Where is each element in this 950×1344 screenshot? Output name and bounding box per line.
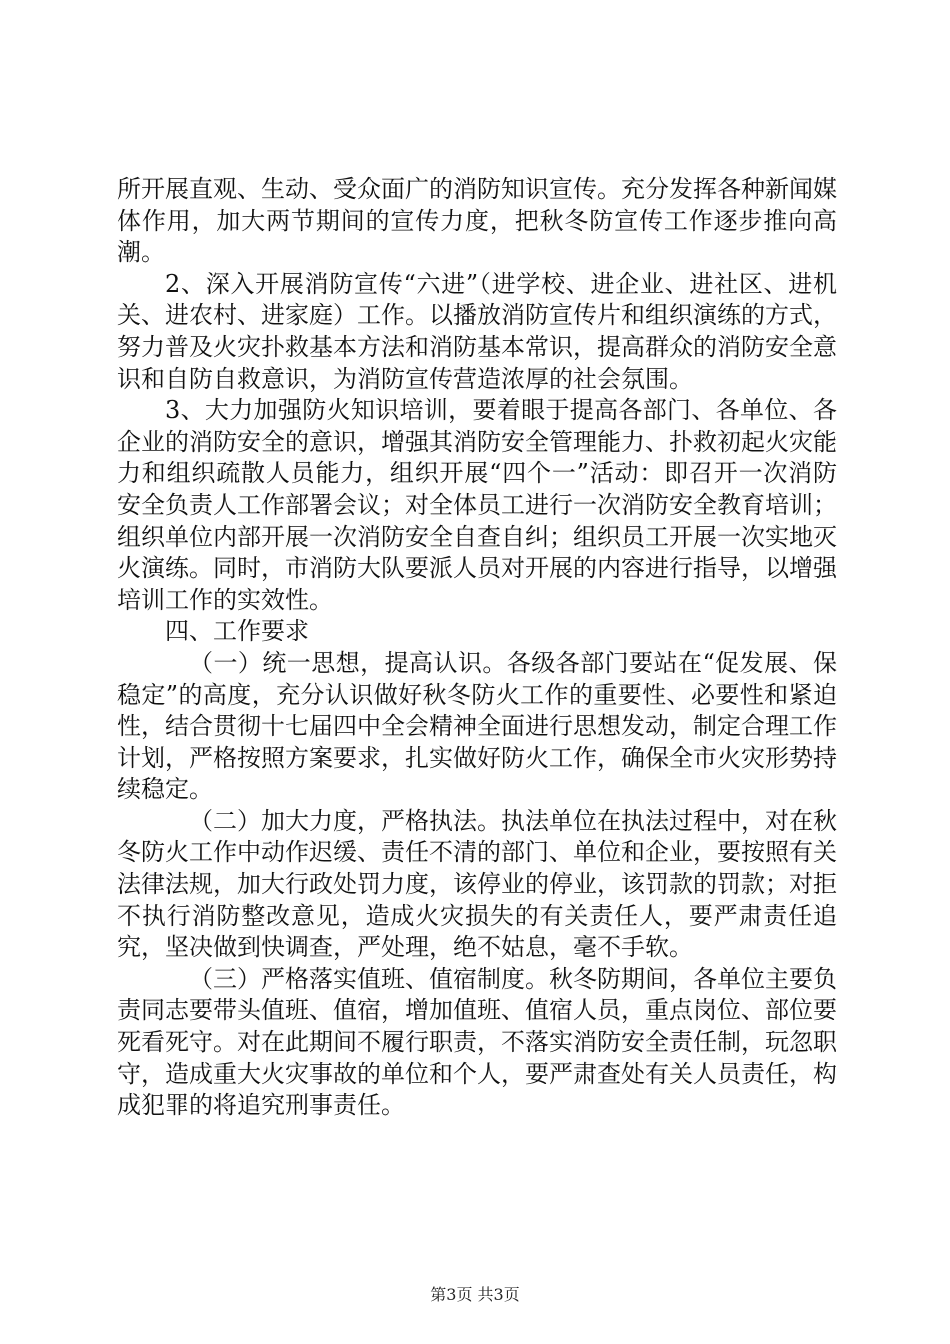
paragraph-1: 所开展直观、生动、受众面广的消防知识宣传。充分发挥各种新闻媒体作用，加大两节期间的宣传力度，把秋冬防宣传工作逐步推向高潮。 — [117, 175, 837, 267]
page-number-footer: 第3页 共3页 — [430, 1285, 520, 1304]
paragraph-3: 3、大力加强防火知识培训，要着眼于提高各部门、各单位、各企业的消防安全的意识，增强其消防安全管理能力、扑救初起火灾能力和组织疏散人员能力，组织开展“四个一”活动：即召开一次消防安全负责人工作部署会议；对全体员工进行一次消防安全教育培训；组织单位内部开展一次消防安全自查自纠；组织员工开展一次实地灭火演练。同时，市消防大队要派人员对开展的内容进行指导，以增强培训工作的实效性。 — [117, 396, 837, 614]
paragraph-requirement-3: （三）严格落实值班、值宿制度。秋冬防期间，各单位主要负责同志要带头值班、值宿，增加值班、值宿人员，重点岗位、部位要死看死守。对在此期间不履行职责，不落实消防安全责任制，玩忽职守，造成重大火灾事故的单位和个人，要严肃查处有关人员责任，构成犯罪的将追究刑事责任。 — [117, 964, 837, 1120]
paragraph-2: 2、深入开展消防宣传“六进”（进学校、进企业、进社区、进机关、进农村、进家庭）工作。以播放消防宣传片和组织演练的方式，努力普及火灾扑救基本方法和消防基本常识，提高群众的消防安全意识和自防自救意识，为消防宣传营造浓厚的社会氛围。 — [117, 269, 837, 393]
paragraph-requirement-1: （一）统一思想，提高认识。各级各部门要站在“促发展、保稳定”的高度，充分认识做好秋冬防火工作的重要性、必要性和紧迫性，结合贯彻十七届四中全会精神全面进行思想发动，制定合理工作计划，严格按照方案要求，扎实做好防火工作，确保全市火灾形势持续稳定。 — [117, 648, 837, 804]
document-body — [117, 174, 837, 1122]
section-heading-work-requirements: 四、工作要求 — [165, 617, 309, 646]
paragraph-requirement-2: （二）加大力度，严格执法。执法单位在执法过程中，对在秋冬防火工作中动作迟缓、责任不清的部门、单位和企业，要按照有关法律法规，加大行政处罚力度，该停业的停业，该罚款的罚款；对拒不执行消防整改意见，造成火灾损失的有关责任人，要严肃责任追究，坚决做到快调查，严处理，绝不姑息，毫不手软。 — [117, 806, 837, 962]
